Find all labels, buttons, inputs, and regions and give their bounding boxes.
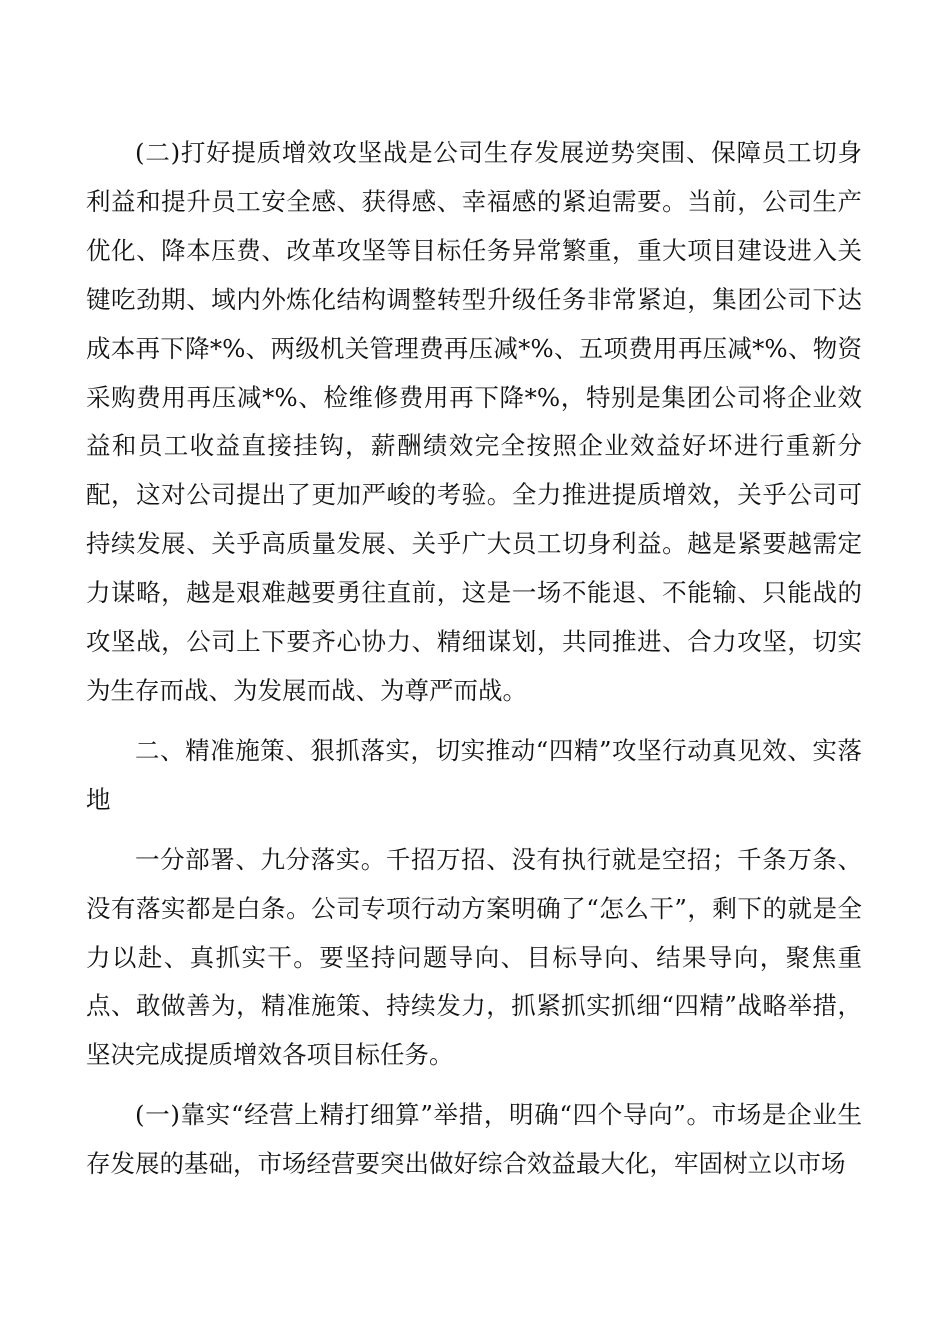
paragraph-section-2-2: (二)打好提质增效攻坚战是公司生存发展逆势突围、保障员工切身利益和提升员工安全感、获得感、幸福感的紧迫需要。当前，公司生产优化、降本压费、改革攻坚等目标任务异常繁重，重大项目建设进入关键吃劲期、域内外炼化结构调整转型升级任务非常紧迫，集团公司下达成本再下降*%、两级机关管理费再压减*%、五项费用再压减*%、物资采购费用再压减*%、检维修费用再下降*%，特别是集团公司将企业效益和员工收益直接挂钩，薪酬绩效完全按照企业效益好坏进行重新分配，这对公司提出了更加严峻的考验。全力推进提质增效，关乎公司可持续发展、关乎高质量发展、关乎广大员工切身利益。越是紧要越需定力谋略，越是艰难越要勇往直前，这是一场不能退、不能输、只能战的攻坚战，公司上下要齐心协力、精细谋划，共同推进、合力攻坚，切实为生存而战、为发展而战、为尊严而战。 — [86, 138, 862, 705]
document-body — [86, 129, 862, 1189]
section-heading-two: 二、精准施策、狠抓落实，切实推动“四精”攻坚行动真见效、实落地 — [86, 735, 862, 814]
paragraph-implementation: 一分部署、九分落实。千招万招、没有执行就是空招；千条万条、没有落实都是白条。公司专项行动方案明确了“怎么干”，剩下的就是全力以赴、真抓实干。要坚持问题导向、目标导向、结果导向，聚焦重点、敢做善为，精准施策、持续发力，抓紧抓实抓细“四精”战略举措，坚决完成提质增效各项目标任务。 — [86, 844, 862, 1070]
paragraph-subsection-1: (一)靠实“经营上精打细算”举措，明确“四个导向”。市场是企业生存发展的基础，市场经营要突出做好综合效益最大化，牢固树立以市场 — [86, 1100, 862, 1179]
